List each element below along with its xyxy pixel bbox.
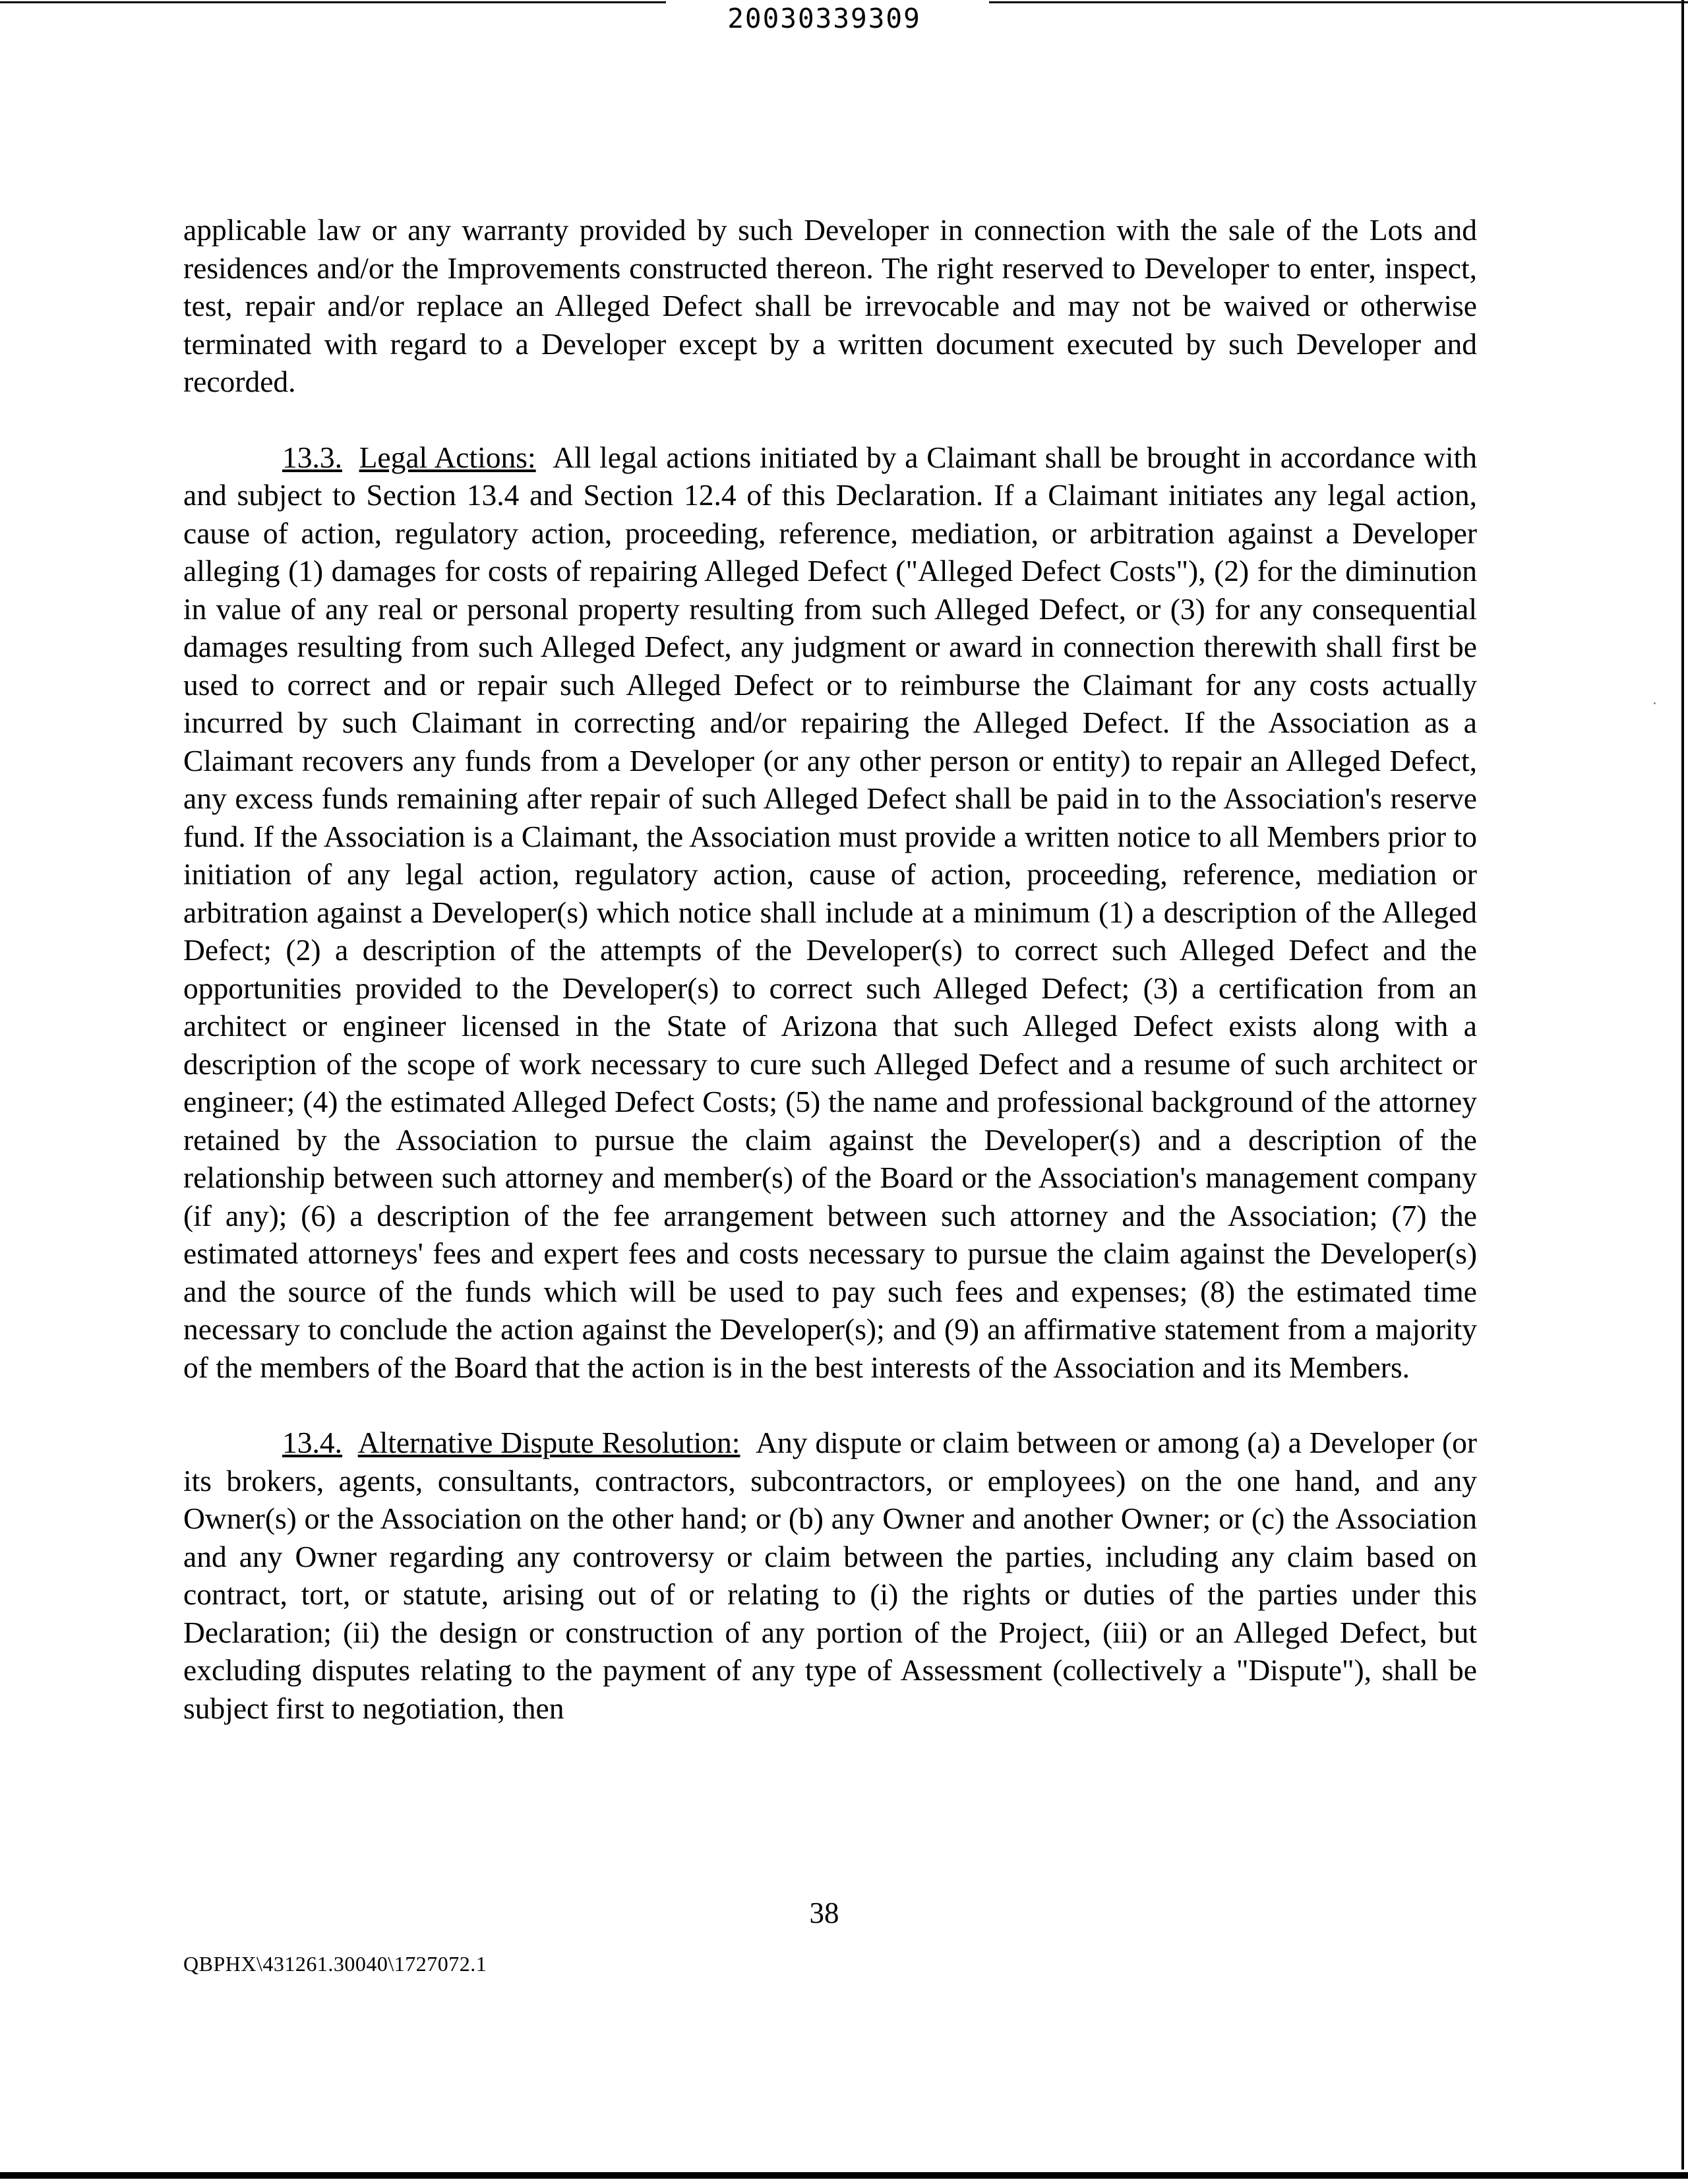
document-reference: QBPHX\431261.30040\1727072.1 bbox=[183, 1952, 487, 1976]
section-13-4-paragraph bbox=[183, 1424, 1477, 1727]
page-number: 38 bbox=[809, 1896, 839, 1929]
page-body bbox=[183, 211, 1477, 1727]
section-13-3-paragraph bbox=[183, 439, 1477, 1387]
scan-speck bbox=[1654, 702, 1656, 704]
section-13-4-body: Any dispute or claim between or among (a) a Developer (or its brokers, agents, consultants, contractors, subcontractors, or employees) on the one hand, and any Owner(s) or the Association on the other hand; or (b) any Owner and another Owner; or (c) the Association and any Owner regarding any controversy or claim between the parties, including any claim based on contract, tort, or statute, arising out of or relating to (i) the rights or duties of the parties under this Declaration; (ii) the design or construction of any portion of the Project, (iii) or an Alleged Defect, but excluding disputes relating to the payment of any type of Assessment (collectively a "Dispute"), shall be subject first to negotiation, then bbox=[183, 1426, 1478, 1725]
section-13-3-number: 13.3. bbox=[282, 440, 342, 474]
continuation-paragraph: applicable law or any warranty provided by such Developer in connection with the sale of the Lots and residences and/or the Improvements constructed thereon. The right reserved to Developer to enter, inspect, test, repair and/or replace an Alleged Defect shall be irrevocable and may not be waived or otherwise terminated with regard to a Developer except by a written document executed by such Developer and recorded. bbox=[183, 213, 1477, 398]
section-13-3-body: All legal actions initiated by a Claimant shall be brought in accordance with and subject to Section 13.4 and Section 12.4 of this Declaration. If a Claimant initiates any legal action, cause of action, regulatory action, proceeding, reference, mediation, or arbitration against a Developer alleging (1) damages for costs of repairing Alleged Defect ("Alleged Defect Costs"), (2) for the diminution in value of any real or personal property resulting from such Alleged Defect, or (3) for any consequential damages resulting from such Alleged Defect, any judgment or award in connection therewith shall first be used to correct and or repair such Alleged Defect or to reimburse the Claimant for any costs actually incurred by such Claimant in correcting and/or repairing the Alleged Defect. If the Association as a Claimant recovers any funds from a Developer (or any other person or entity) to repair an Alleged Defect, any excess funds remaining after repair of such Alleged Defect shall be paid in to the Association's reserve fund. If the Association is a Claimant, the Association must provide a written notice to all Members prior to initiation of any legal action, regulatory action, cause of action, proceeding, reference, mediation or arbitration against a Developer(s) which notice shall include at a minimum (1) a description of the Alleged Defect; (2) a description of the attempts of the Developer(s) to correct such Alleged Defect and the opportunities provided to the Developer(s) to correct such Alleged Defect; (3) a certification from an architect or engineer licensed in the State of Arizona that such Alleged Defect exists along with a description of the scope of work necessary to cure such Alleged Defect and a resume of such architect or engineer; (4) the estimated Alleged Defect Costs; (5) the name and professional background of the attorney retained by the Association to pursue the claim against the Developer(s) and a description of the relationship between such attorney and member(s) of the Board or the Association's management company (if any); (6) a description of the fee arrangement between such attorney and the Association; (7) the estimated attorneys' fees and expert fees and costs necessary to pursue the claim against the Developer(s) and the source of the funds which will be used to pay such fees and expenses; (8) the estimated time necessary to conclude the action against the Developer(s); and (9) an affirmative statement from a majority of the members of the Board that the action is in the best interests of the Association and its Members. bbox=[183, 440, 1478, 1384]
recording-number: 20030339309 bbox=[727, 3, 921, 34]
section-13-3-title: Legal Actions: bbox=[359, 440, 536, 474]
frame-right-border bbox=[1681, 0, 1684, 2169]
section-13-4-title: Alternative Dispute Resolution: bbox=[357, 1426, 740, 1459]
section-13-4-number: 13.4. bbox=[282, 1426, 342, 1459]
frame-bottom-border bbox=[0, 2172, 1688, 2179]
